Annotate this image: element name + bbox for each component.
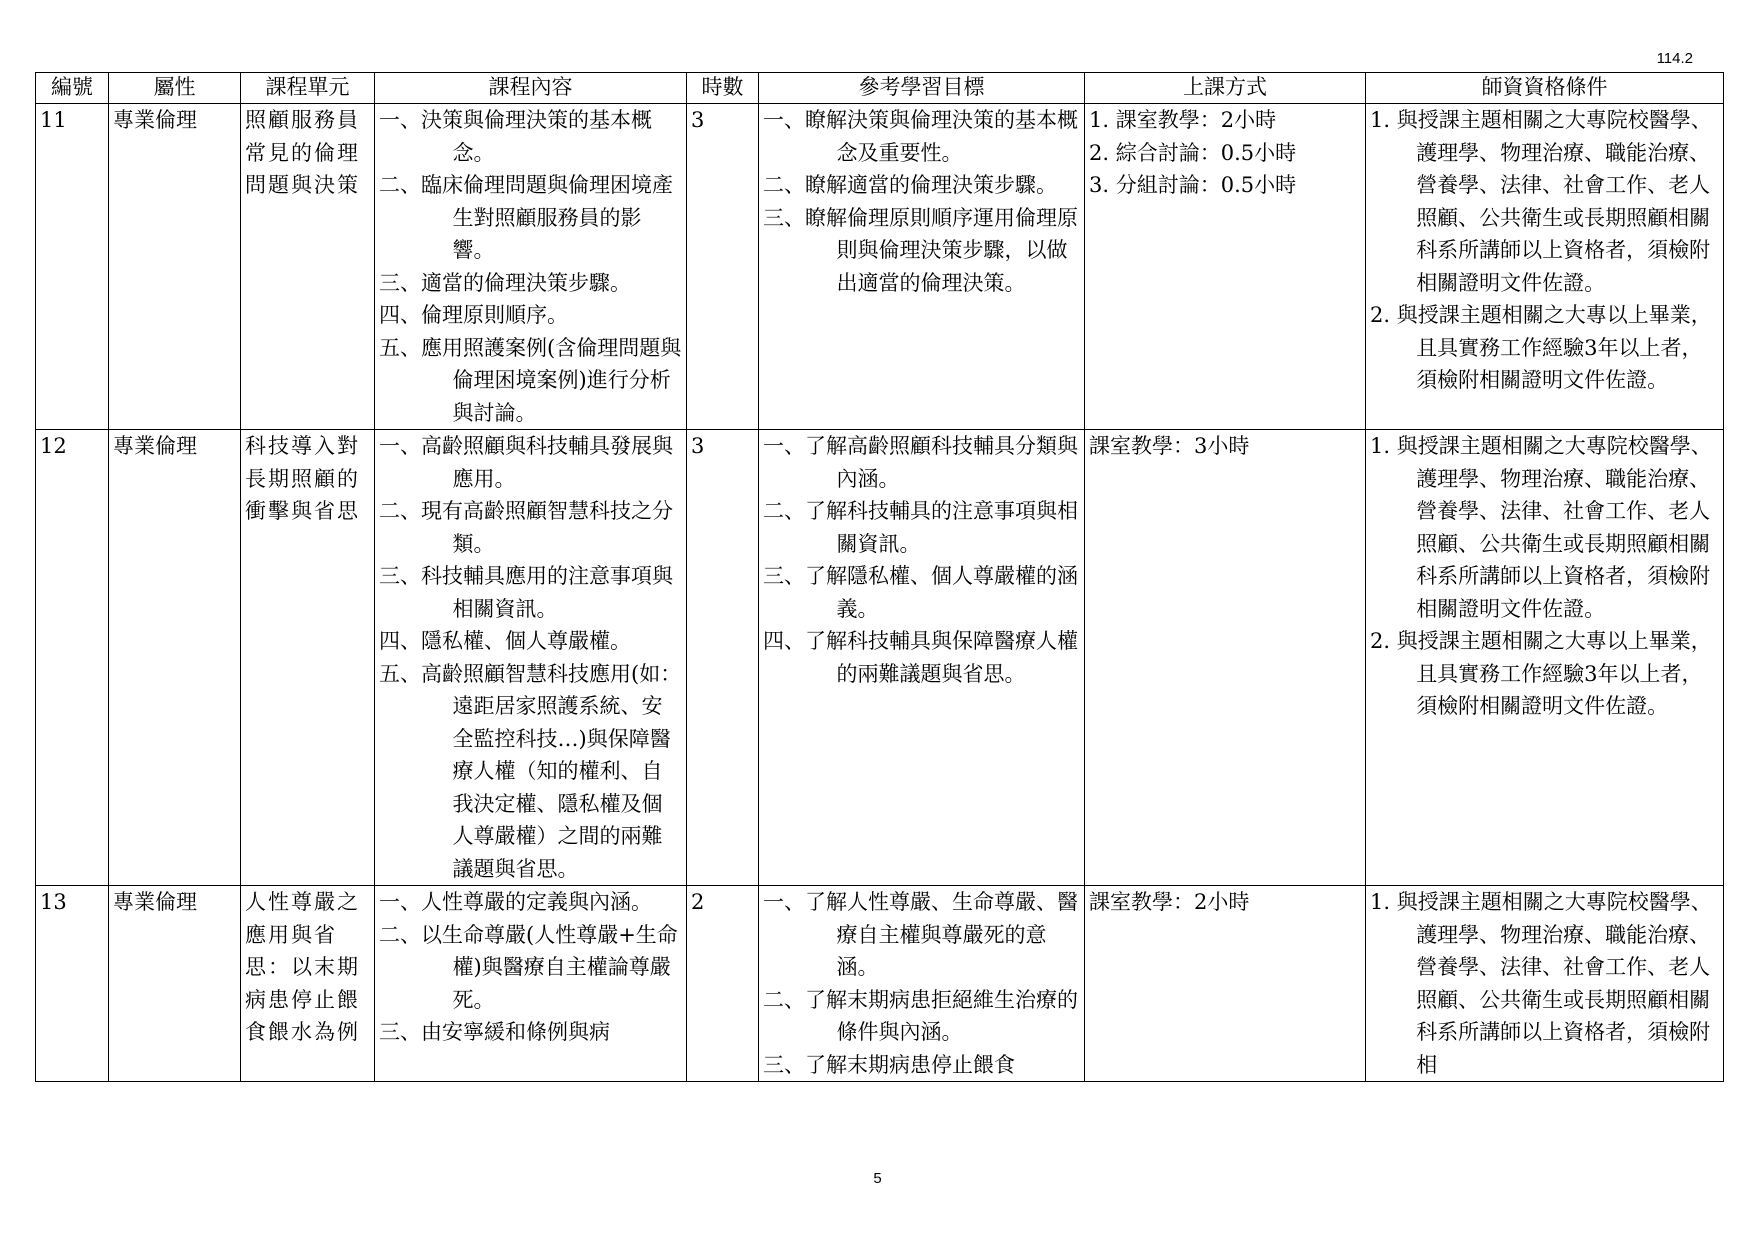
row-id: 11 <box>36 104 109 430</box>
objective-item: 三、瞭解倫理原則順序運用倫理原則與倫理決策步驟，以做出適當的倫理決策。 <box>763 205 1078 295</box>
qualification-item: 1. 與授課主題相關之大專院校醫學、護理學、物理治療、職能治療、營養學、法律、社會工作、老人照顧、公共衛生或長期照顧相關科系所講師以上資格者，須檢附相關證明文件佐證。 <box>1370 108 1712 295</box>
content-item: 四、隱私權、個人尊嚴權。 <box>379 629 631 653</box>
header-qualifications: 師資資格條件 <box>1366 73 1724 104</box>
content-item: 二、現有高齡照顧智慧科技之分類。 <box>379 499 673 556</box>
document-version: 114.2 <box>1656 50 1693 67</box>
row-qualifications <box>1366 886 1724 1082</box>
row-hours: 3 <box>687 104 759 430</box>
page-number: 5 <box>873 1170 882 1187</box>
row-unit: 照顧服務員常見的倫理問題與決策 <box>241 104 375 430</box>
row-attribute: 專業倫理 <box>109 104 241 430</box>
row-objectives <box>759 104 1085 430</box>
method-item: 3. 分組討論：0.5小時 <box>1089 173 1297 197</box>
content-item: 三、由安寧緩和條例與病 <box>379 1020 610 1044</box>
row-methods <box>1085 886 1366 1082</box>
row-content <box>375 104 687 430</box>
table-row <box>36 886 1724 1082</box>
header-id: 編號 <box>36 73 109 104</box>
row-methods <box>1085 430 1366 886</box>
header-content: 課程內容 <box>375 73 687 104</box>
method-item: 1. 課室教學：2小時 <box>1089 108 1277 132</box>
row-unit: 科技導入對長期照顧的衝擊與省思 <box>241 430 375 886</box>
objective-item: 三、了解隱私權、個人尊嚴權的涵義。 <box>763 564 1078 621</box>
content-item: 三、科技輔具應用的注意事項與相關資訊。 <box>379 564 673 621</box>
objective-item: 四、了解科技輔具與保障醫療人權的兩難議題與省思。 <box>763 629 1078 686</box>
content-item: 一、決策與倫理決策的基本概念。 <box>379 108 652 165</box>
objective-item: 三、了解末期病患停止餵食 <box>763 1052 1015 1077</box>
row-qualifications <box>1366 430 1724 886</box>
row-id: 13 <box>36 886 109 1082</box>
objective-item: 一、了解高齡照顧科技輔具分類與內涵。 <box>763 434 1078 491</box>
row-attribute: 專業倫理 <box>109 430 241 886</box>
qualification-item: 1. 與授課主題相關之大專院校醫學、護理學、物理治療、職能治療、營養學、法律、社會工作、老人照顧、公共衛生或長期照顧相關科系所講師以上資格者，須檢附相關證明文件佐證。 <box>1370 434 1712 621</box>
objective-item: 二、瞭解適當的倫理決策步驟。 <box>763 173 1057 197</box>
content-item: 三、適當的倫理決策步驟。 <box>379 270 631 295</box>
objective-item: 一、瞭解決策與倫理決策的基本概念及重要性。 <box>763 108 1078 165</box>
objective-item: 二、了解科技輔具的注意事項與相關資訊。 <box>763 499 1078 556</box>
content-item: 二、以生命尊嚴(人性尊嚴+生命權)與醫療自主權論尊嚴死。 <box>379 922 678 1012</box>
row-content <box>375 886 687 1082</box>
table-row <box>36 104 1724 430</box>
course-table <box>35 72 1724 1082</box>
row-id: 12 <box>36 430 109 886</box>
table-row <box>36 430 1724 886</box>
header-hours: 時數 <box>687 73 759 104</box>
content-item: 四、倫理原則順序。 <box>379 303 568 327</box>
method-item: 課室教學：3小時 <box>1089 434 1250 458</box>
header-attribute: 屬性 <box>109 73 241 104</box>
qualification-item: 1. 與授課主題相關之大專院校醫學、護理學、物理治療、職能治療、營養學、法律、社會工作、老人照顧、公共衛生或長期照顧相關科系所講師以上資格者，須檢附相 <box>1370 890 1712 1077</box>
objective-item: 一、了解人性尊嚴、生命尊嚴、醫療自主權與尊嚴死的意涵。 <box>763 890 1078 979</box>
method-item: 課室教學：2小時 <box>1089 890 1250 914</box>
header-objectives: 參考學習目標 <box>759 73 1085 104</box>
header-methods: 上課方式 <box>1085 73 1366 104</box>
row-objectives <box>759 430 1085 886</box>
content-item: 一、高齡照顧與科技輔具發展與應用。 <box>379 434 673 491</box>
method-item: 2. 綜合討論：0.5小時 <box>1089 140 1297 165</box>
row-objectives <box>759 886 1085 1082</box>
qualification-item: 2. 與授課主題相關之大專以上畢業，且具實務工作經驗3年以上者，須檢附相關證明文件佐證。 <box>1370 629 1712 718</box>
objective-item: 二、了解末期病患拒絕維生治療的條件與內涵。 <box>763 987 1078 1044</box>
row-methods <box>1085 104 1366 430</box>
row-hours: 2 <box>687 886 759 1082</box>
row-content <box>375 430 687 886</box>
content-item: 五、應用照護案例(含倫理問題與倫理困境案例)進行分析與討論。 <box>379 335 682 425</box>
row-unit: 人性尊嚴之應用與省思：以末期病患停止餵食餵水為例 <box>241 886 375 1082</box>
content-item: 二、臨床倫理問題與倫理困境產生對照顧服務員的影響。 <box>379 173 673 262</box>
qualification-item: 2. 與授課主題相關之大專以上畢業，且具實務工作經驗3年以上者，須檢附相關證明文件佐證。 <box>1370 303 1712 392</box>
header-unit: 課程單元 <box>241 73 375 104</box>
row-hours: 3 <box>687 430 759 886</box>
row-attribute: 專業倫理 <box>109 886 241 1082</box>
table-header-row <box>36 73 1724 104</box>
content-item: 一、人性尊嚴的定義與內涵。 <box>379 890 652 914</box>
row-qualifications <box>1366 104 1724 430</box>
content-item: 五、高齡照顧智慧科技應用(如：遠距居家照護系統、安全監控科技…)與保障醫療人權（知的權利、自我決定權、隱私權及個人尊嚴權）之間的兩難議題與省思。 <box>379 661 682 881</box>
